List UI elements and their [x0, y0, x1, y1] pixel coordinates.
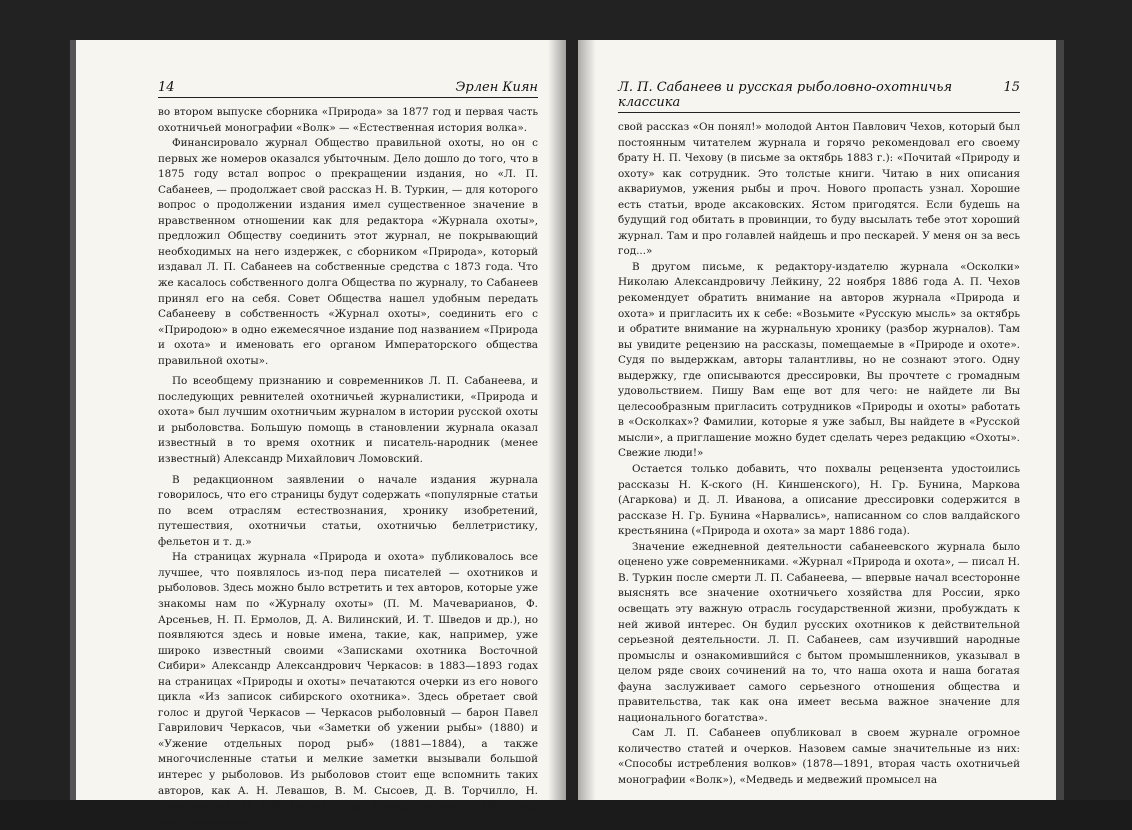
left-page-body [158, 105, 538, 830]
left-page-number: 14 [158, 80, 175, 95]
paragraph: Финансировало журнал Общество правильной охоты, но он с первых же номеров оказался убыточным. Дело дошло до того, что в 1875 году встал вопрос о прекращении издания, но «Л. П. Сабанеев, — продолжает свой рассказ Н. В. Туркин, — для которого вопрос о продолжении издания имел существенное значение в нравственном отношении как для редактора «Журнала охоты», предложил Обществу соединить этот журнал, не покрывающий необходимых на него издержек, с сборником «Природа», который издавал Л. П. Сабанеев на собственные средства с 1873 года. Что же касалось собственного долга Общества по журналу, то Сабанеев принял его на себя. Совет Общества нашел удобным передать Сабанееву в собственность «Журнал охоты», соединить его с «Природою» в одно ежемесячное издание под названием «Природа и охота» и именовать его органом Императорского общества правильной охоты». [158, 137, 538, 367]
paragraph: Значение ежедневной деятельности сабанеевского журнала было оценено уже современниками. «Журнал «Природа и охота», — писал Н. В. Туркин после смерти Л. П. Сабанеева, — впервые начал всесторонне выяснять все значение охотничьего хозяйства для России, ярко освещать эту важную отрасль государственной жизни, пробуждать к ней живой интерес. Он будил русских охотников к действительной серьезной деятельности. Л. П. Сабанеев, сам изучивший народные промыслы и ознакомившийся с бытом промышленников, указывал в целом ряде своих сочинений на то, что наша охота и наша богатая фауна заслуживает самого серьезного отношения общества и правительства, так как она имеет весьма важное значение для национального богатства». [618, 540, 1020, 724]
paragraph: В другом письме, к редактору-издателю журнала «Осколки» Николаю Александровичу Лейкину, 22 ноября 1886 года А. П. Чехов рекомендует обратить внимание на авторов журнала «Природа и охота» и пригласить их к себе: «Возьмите «Русскую мысль» за октябрь и обратите внимание на журнальную хронику (разбор журналов). Там вы увидите рецензию на рассказы, помещаемые в «Природе и охоте». Судя по выдержкам, авторы талантливы, но не сознают этого. Одну выдержку, где описываются дрессировки, Вы прочтете с громадным удовольствием. Пишу Вам еще вот для чего: не найдете ли Вы целесообразным пригласить сотрудников «Природы и охоты» работать в «Осколках»? Фамилии, которые я уже забыл, Вы найдете в «Русской мысли», а приглашение можно будет сделать через редакцию «Охоты». Свежие люди!» [618, 260, 1020, 460]
paragraph: свой рассказ «Он понял!» молодой Антон Павлович Чехов, который был постоянным читателем журнала и горячо рекомендовал его своему брату Н. П. Чехову (в письме за октябрь 1883 г.): «Почитай «Природу и охоту» как сотрудник. Это толстые книги. Читаю в них описания аквариумов, ужения рыбы и проч. Нового пропасть узнал. Хорошие есть статьи, вроде аксаковских. Ястом пригодятся. Если будешь на будущий год обитать в провинции, то буду высылать тебе этот хороший журнал. Там и про голавлей найдешь и про пескарей. У меня он за весь год...» [618, 121, 1020, 258]
right-page-edge [1056, 40, 1064, 800]
right-running-head: Л. П. Сабанеев и русская рыболовно-охотничья классика [618, 80, 953, 110]
left-page-header [158, 80, 538, 98]
paragraph: По всеобщему признанию и современников Л. П. Сабанеева, и последующих ревнителей охотничьей журналистики, «Природа и охота» был лучшим охотничьим журналом в истории русской охоты и рыболовства. Большую помощь в становлении журнала оказал известный в то время охотник и писатель-народник (менее известный) Александр Михайлович Ломовский. [158, 375, 538, 466]
paragraph: Сам Л. П. Сабанеев опубликовал в своем журнале огромное количество статей и очерков. Назовем самые значительные из них: «Способы истребления волков» (1878—1891, вторая часть охотничьей монографии «Волк»), «Медведь и медвежий промысел на [618, 727, 1020, 786]
gutter-shadow [578, 40, 596, 800]
paragraph: Остается только добавить, что похвалы рецензента удостоились рассказы Н. К-ского (Н. Киншенского), Н. Гр. Бунина, Марковa (Агаркова) и Д. Л. Иванова, а описание дрессировки содержится в рассказе Н. Гр. Бунина «Нарвались», написанном со слов валдайского крестьянина («Природа и охота» за март 1886 года). [618, 463, 1020, 538]
right-page-number: 15 [1003, 80, 1020, 95]
left-page [76, 40, 566, 828]
paragraph: во втором выпуске сборника «Природа» за 1877 год и первая часть охотничьей монографии «Волк» — «Естественная история волка». [158, 106, 538, 134]
paragraph: На страницах журнала «Природа и охота» публиковалось все лучшее, что появлялось из-под пера писателей — охотников и рыболовов. Здесь можно было встретить и тех авторов, которые уже знакомы нам по «Журналу охоты» (П. М. Мачеварианов, Ф. Арсеньев, Н. П. Ермолов, Д. А. Вилинский, И. Т. Шведов и др.), но появляются здесь и новые имена, такие, как, например, уже широко известный своими «Записками охотника Восточной Сибири» Александр Александрович Черкасов: в 1883—1893 годах на страницах «Природы и охоты» печатаются очерки из его нового цикла «Из записок сибирского охотника». Здесь обретает свой голос и другой Черкасов — Черкасов рыболовный — барон Павел Гаврилович Черкасов, чьи «Заметки об ужении рыбы» (1880) и «Ужение отдельных пород рыб» (1881—1884), а также многочисленные статьи и мелкие заметки вызывали большой интерес у рыболовов. Из рыболовов стоит еще вспомнить таких авторов, как А. Н. Левашов, В. М. Сысоев, Д. В. Торчилло, Н. Домбровский, Н. Дублянский и др. Между прочим, в 1883 году здесь напечатан [158, 551, 538, 828]
right-page-body [618, 120, 1020, 789]
gutter-shadow [548, 40, 566, 800]
paragraph: В редакционном заявлении о начале издания журнала говорилось, что его страницы будут содержать «популярные статьи по всем отраслям естествознания, хронику изобретений, путешествия, охотничьи статьи, охотничью беллетристику, фельетон и т. д.» [158, 473, 538, 548]
right-page-header [618, 80, 1020, 113]
right-page [578, 40, 1056, 800]
left-running-head: Эрлен Киян [455, 80, 538, 95]
